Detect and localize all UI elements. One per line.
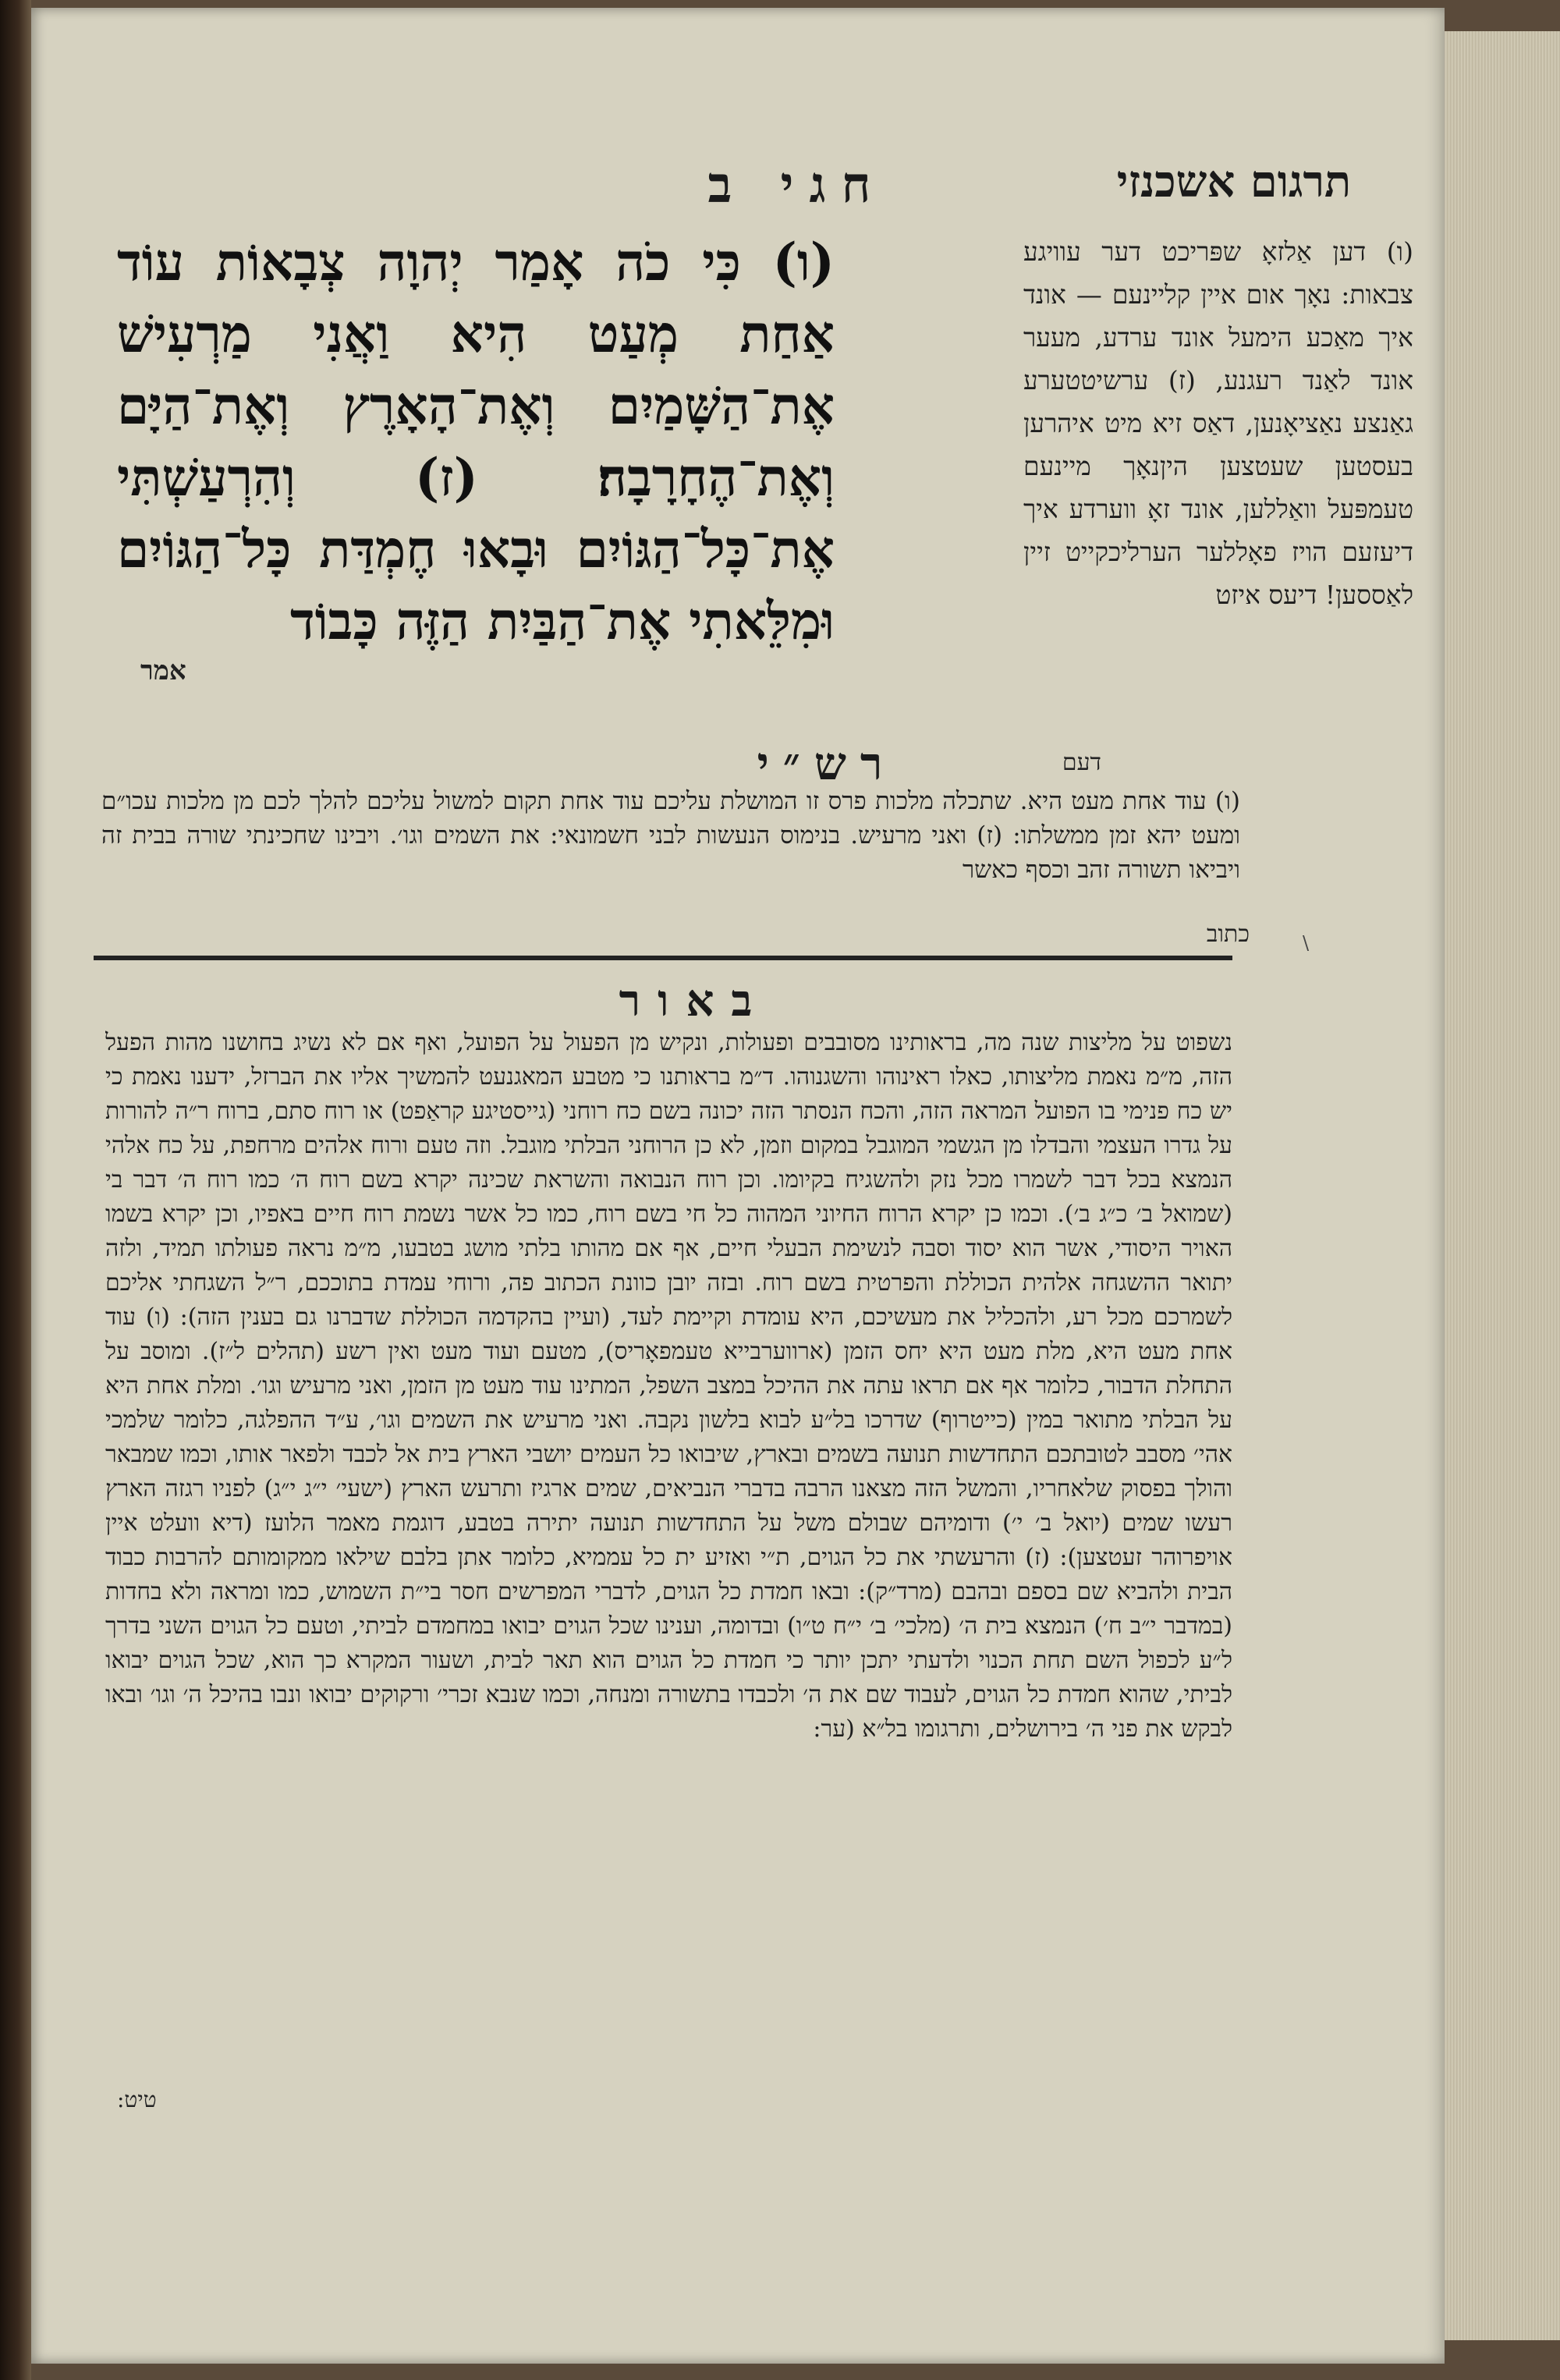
biur-catchword: טיט: bbox=[117, 2087, 157, 2112]
rashi-commentary-text: (ו) עוד אחת מעט היא. שתכלה מלכות פרס זו המושלת עליכם עוד אחת תקום למשול עליכם להלך לכם מן מלכות עכו״ם ומעט יהא זמן ממשלתו: (ז) ואני מרעיש. בנימוס הנעשות לבני חשמונאי: את השמים וגו׳. ויבינו שחכינתי שורה בבית זה ויביאו תשורה זהב וכסף כאשר bbox=[101, 787, 1240, 884]
verse-catchword: אמר bbox=[140, 655, 186, 686]
rashi-heading: רש״י bbox=[757, 737, 897, 790]
book-page bbox=[31, 8, 1445, 2364]
hebrew-verse-text: (ו) כִּי כֹה אָמַר יְהוָה צְבָאוֹת עוֹד אַחַת מְעַט הִיא וַאֲנִי מַרְעִישׁ אֶת־הַשָּׁמַיִם וְאֶת־הָאָרֶץ וְאֶת־הַיָּם וְאֶת־הֶחָרָבָה׃ (ז) וְהִרְעַשְׁתִּי אֶת־כָּל־הַגּוֹיִם וּבָאוּ חֶמְדַּת כָּל־הַגּוֹיִם וּמִלֵּאתִי אֶת־הַבַּיִת הַזֶּה כָּבוֹד bbox=[117, 232, 835, 651]
book-spine bbox=[0, 0, 31, 2380]
page-edges bbox=[1441, 31, 1560, 2340]
targum-translation-text: (ו) דען אַלזאָ שפּריכט דער עוויגע צבאות: נאָך אום איין קליינעם — אונד איך מאַכע הימעל אונד ערדע, מעער אונד לאַנד רעגנע, (ז) ערשיטטערע גאַנצע נאַציאָנען, דאַס זיא מיט איהרען בעסטען שעטצען היןנאָך מיינעם טעמפּעל וואַללען, אונד זאָ ווערדע איך דיעזעם הויז פאָללער הערליכקייט זיין לאַססען! דיעס איזט bbox=[1023, 236, 1413, 610]
section-divider bbox=[94, 956, 1232, 960]
biur-commentary-text: נשפוט על מליצות שנה מה, בראותינו מסובבים ופעולות, ונקיש מן הפעול על הפועל, ואף אם לא נשיג בחושנו מהות הפעל הזה, מ״מ נאמת מליצותו, כאלו ראינוהו והשגנוהו. ד״מ בראותנו כי מטבע המאגנעט להמשיך אליו את הברזל, ידענו נאמת כי יש כח פנימי בו הפועל המראה הזה, והכח הנסתר הזה יכונה בשם כח רוחני (גייסטיגע קראַפט) או רוח סתם, ברוח ר״ה להורות על גדרו העצמי והבדלו מן הגשמי המוגבל במקום וזמן, לא כן הרוחני הבלתי מוגבל. וזה טעם ורוח אלהים מרחפת, על כח אלהי הנמצא בכל דבר לשמרו מכל נזק ולהשגיח בקיומו. וכן רוח הנבואה והשראת שכינה יקרא בשם רוח ה׳ כמו רוח ה׳ דבר בי (שמואל ב׳ כ״ג ב׳). וכמו כן יקרא הרוח החיוני המהוה כל חי בשם רוח, כמו כל אשר נשמת רוח חיים באפיו, וכן יקרא בשמו האויר היסודי, אשר הוא יסוד וסבה לנשימת הבעלי חיים, אף אם מהותו בלתי מושג בטבעו, מ״מ נראה פעולתו תמיד, ולזה יתואר ההשגחה אלהית הכוללת והפרטית בשם רוח. ובזה יובן כוונת הכתוב פה, ורוחי עמדת בתוככם, ר״ל השגחתי אליכם לשמרכם מכל רע, ולהכליל את מעשיכם, היא עומדת וקיימת לעד, (ועיין בהקדמה הכוללת שדברנו גם בענין הזה): (ו) עוד אחת מעט היא, מלת מעט היא יחס הזמן (ארווערבייא טעמפאָריס), מטעם ועוד מעט ואין רשע (תהלים ל״ז). ומוסב על התחלת הדבור, כלומר אף אם תראו עתה את ההיכל במצב השפל, המתינו עוד מעט מן הזמן, ואני מרעיש וגו׳. ומלת אחת היא על הבלתי מתואר במין (כייטרוף) שדרכו בל״ע לבוא בלשון נקבה. ואני מרעיש את השמים וגו׳, ע״ד ההפלגה, כלומר שלמכי אהי׳ מסבב לטובתכם התחדשות תנועה בשמים ובארץ, שיבואו כל העמים יושבי הארץ בית אל לכבד ולפאר אותו, וכמו שמבאר והולך בפסוק שלאחריו, והמשל הזה מצאנו הרבה בדברי הנביאים, שמים ארגיז ותרעש הארץ (ישעי׳ י״ג י״ג) לפניו רגזה הארץ רעשו שמים (יואל ב׳ י׳) ודומיהם שבולם משל על התחדשות תנועה יתירה בטבע, דוגמת מאמר הלועז (דיא וועלט איין אויפרוהר זעטצען): (ז) והרעשתי את כל הגוים, ת״י ואזיע ית כל עממיא, כלומר אתן בלבם שילאו ממקומותם להרבות כבוד הבית ולהביא שם בספם ובהבם (מרד״ק): ובאו חמדת כל הגוים, לדברי המפרשים חסר בי״ת השמוש, כמו ומראה ולא בחדות (במדבר י״ב ח׳) הנמצא בית ה׳ (מלכי׳ ב׳ י״ח ט״ו) ובדומה, וענינו שכל הגוים יבואו במחמדם לביתי, וטעם כל הגוים השני בדרך ל״ע לכפול השם תחת הכנוי ולדעתי יתכן יותר כי חמדת כל הגוים הוא תאר לבית, ושעור המקרא כך הוא, שכל הגוים יבואו לביתי, שהוא חמדת כל הגוים, לעבוד שם את ה׳ ולכבדו בתשורה ומנחה, וכמו שנבא זכרי׳ ורקוקים יבואו ונבו בהיכל ה׳ וגו׳ ובאו לבקש את פני ה׳ בירושלים, ותרגומו בל״א (ער: bbox=[105, 1029, 1232, 1743]
biur-heading: באור bbox=[619, 975, 770, 1027]
targum-catchword: דעם bbox=[1062, 749, 1101, 776]
targum-header: תרגום אשכנזי bbox=[1116, 156, 1352, 207]
book-header: חגי ב bbox=[707, 156, 887, 215]
rashi-catchword: כתוב bbox=[1206, 920, 1250, 948]
ink-mark: \ bbox=[1303, 932, 1310, 954]
